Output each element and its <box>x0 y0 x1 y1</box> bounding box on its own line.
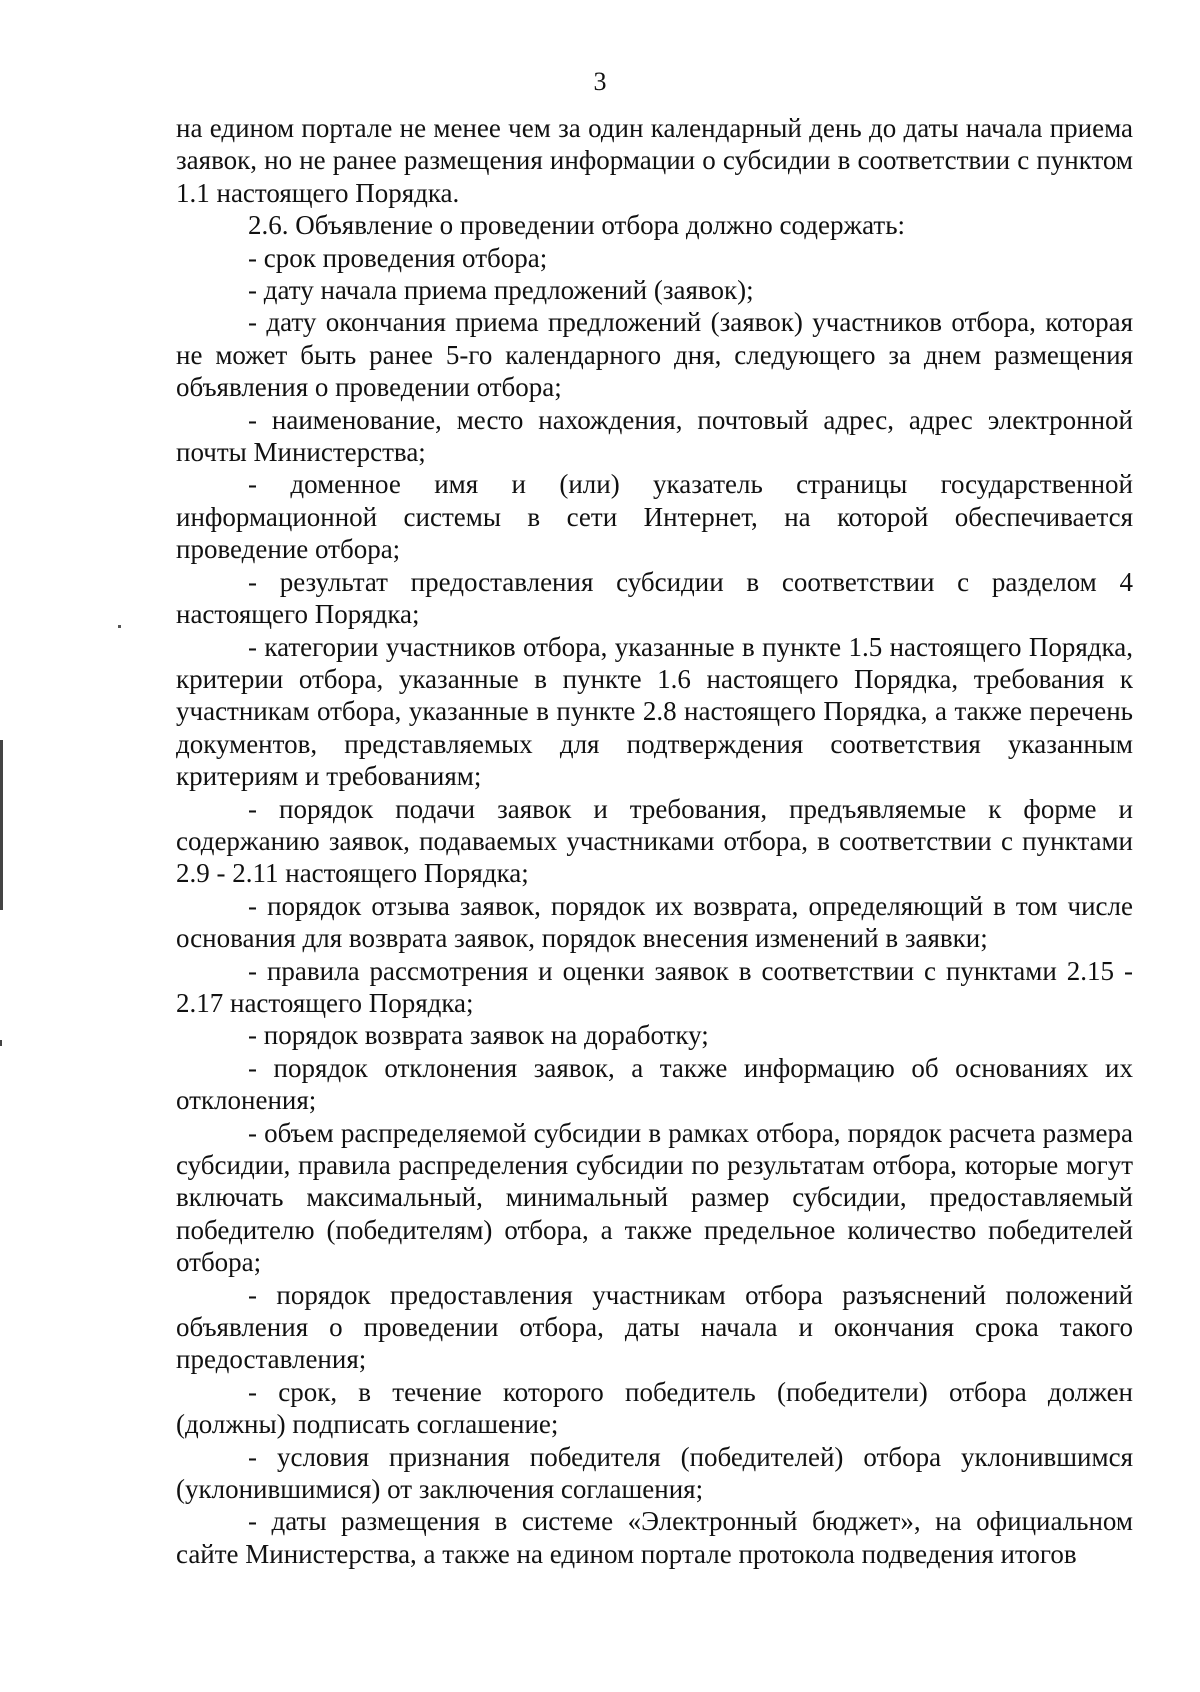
list-item: - результат предоставления субсидии в соответствии с разделом 4 настоящего Порядка; <box>176 566 1133 630</box>
list-item: - порядок отклонения заявок, а также информацию об основаниях их отклонения; <box>176 1052 1133 1116</box>
list-item: - порядок возврата заявок на доработку; <box>248 1020 709 1051</box>
list-item: - порядок предоставления участникам отбора разъяснений положений объявления о проведении отбора, даты начала и окончания срока такого предоставления; <box>176 1279 1133 1375</box>
list-item: - дату окончания приема предложений (заявок) участников отбора, которая не может быть ранее 5-го календарного дня, следующего за днем размещения объявления о проведении отбора; <box>176 307 1133 403</box>
list-item: - срок проведения отбора; <box>248 242 548 273</box>
list-item: - срок, в течение которого победитель (победители) отбора должен (должны) подписать соглашение; <box>176 1376 1133 1440</box>
list-item: - условия признания победителя (победителей) отбора уклонившимся (уклонившимися) от заключения соглашения; <box>176 1441 1133 1505</box>
list-item: - категории участников отбора, указанные в пункте 1.5 настоящего Порядка, критерии отбора, указанные в пункте 1.6 настоящего Порядка, требования к участникам отбора, указанные в пункте 2.8 настоящего Порядка, а также перечень документов, представляемых для подтверждения соответствия указанным критериям и требованиям; <box>176 631 1133 792</box>
list-item: - объем распределяемой субсидии в рамках отбора, порядок расчета размера субсидии, правила распределения субсидии по результатам отбора, которые могут включать максимальный, минимальный размер субсидии, предоставляемый победителю (победителям) отбора, а также предельное количество победителей отбора; <box>176 1117 1133 1278</box>
list-item: - даты размещения в системе «Электронный бюджет», на официальном сайте Министерства, а также на едином портале протокола подведения итогов <box>176 1506 1133 1569</box>
page-number: 3 <box>593 67 607 96</box>
list-item: - правила рассмотрения и оценки заявок в соответствии с пунктами 2.15 - 2.17 настоящего Порядка; <box>176 955 1133 1018</box>
document-body <box>176 112 1133 1570</box>
list-item: - наименование, место нахождения, почтовый адрес, адрес электронной почты Министерства; <box>176 404 1133 468</box>
list-item: - доменное имя и (или) указатель страницы государственной информационной системы в сети Интернет, на которой обеспечивается проведение отбора; <box>176 469 1133 565</box>
paragraph-section-2-6: 2.6. Объявление о проведении отбора должно содержать: <box>248 210 906 241</box>
list-item: - дату начала приема предложений (заявок); <box>248 275 754 306</box>
list-item: - порядок отзыва заявок, порядок их возврата, определяющий в том числе основания для возврата заявок, порядок внесения изменений в заявки; <box>176 890 1133 954</box>
list-item: - порядок подачи заявок и требования, предъявляемые к форме и содержанию заявок, подаваемых участниками отбора, в соответствии с пунктами 2.9 - 2.11 настоящего Порядка; <box>176 793 1133 889</box>
paragraph-continuation: на едином портале не менее чем за один календарный день до даты начала приема заявок, но не ранее размещения информации о субсидии в соответствии с пунктом 1.1 настоящего Порядка. <box>176 113 1133 208</box>
scan-edge-mark <box>0 740 3 910</box>
scan-edge-mark <box>0 1040 2 1046</box>
scan-dot <box>118 625 121 628</box>
